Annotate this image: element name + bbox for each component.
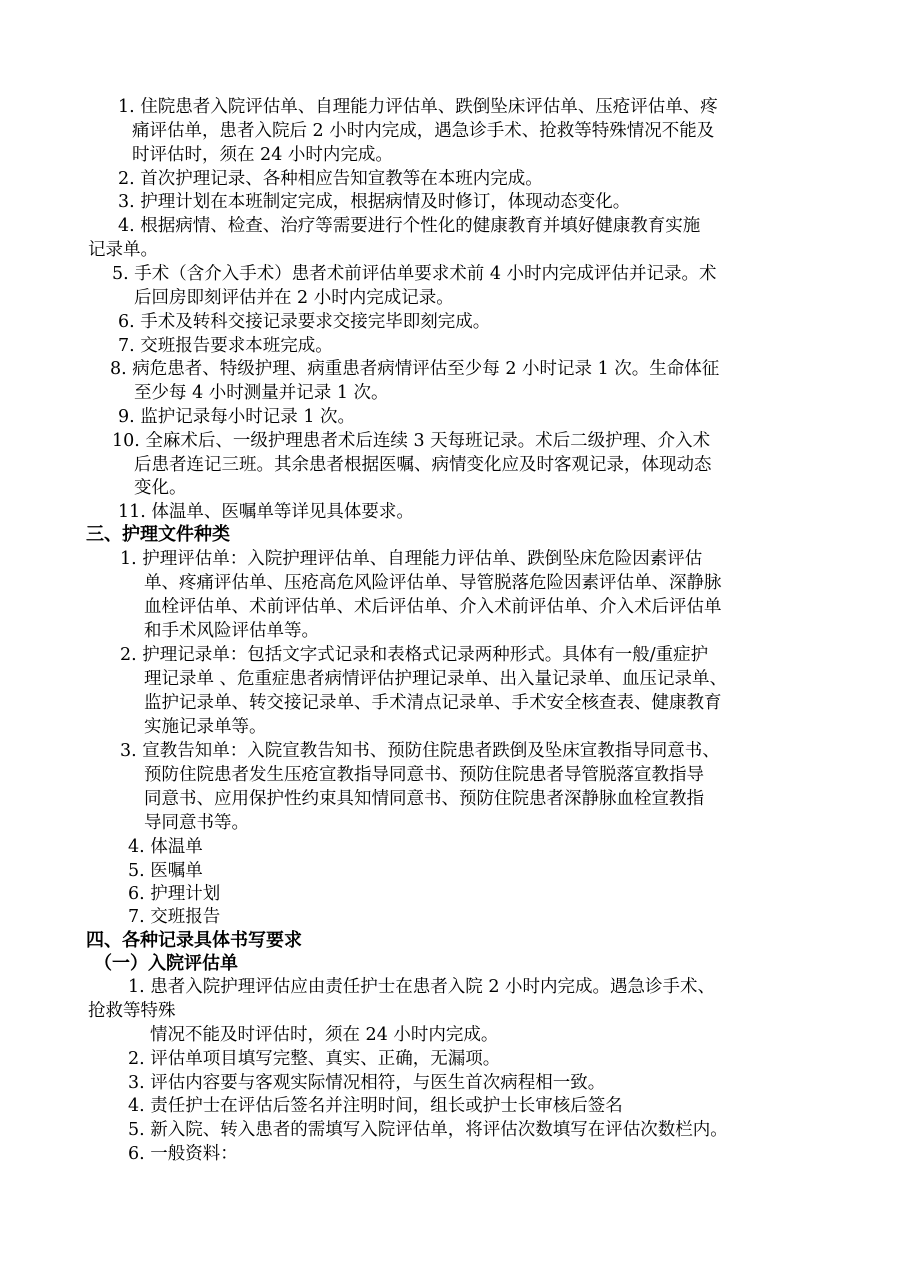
text-line: 2. 护理记录单：包括文字式记录和表格式记录两种形式。具体有一般/重症护 <box>120 645 709 665</box>
text-line: 记录单。 <box>88 240 158 260</box>
text-line: 后回房即刻评估并在 2 小时内完成记录。 <box>134 288 454 308</box>
text-line: 后患者连记三班。其余患者根据医嘱、病情变化应及时客观记录，体现动态 <box>134 455 712 475</box>
text-line: 5. 新入院、转入患者的需填写入院评估单，将评估次数填写在评估次数栏内。 <box>128 1120 728 1140</box>
text-line: 导同意书等。 <box>144 813 249 833</box>
text-line: 11. 体温单、医嘱单等详见具体要求。 <box>118 502 414 522</box>
text-line: 2. 首次护理记录、各种相应告知宣教等在本班内完成。 <box>118 169 543 189</box>
text-line: 1. 护理评估单：入院护理评估单、自理能力评估单、跌倒坠床危险因素评估 <box>120 549 703 569</box>
text-line: 3. 护理计划在本班制定完成，根据病情及时修订，体现动态变化。 <box>118 192 631 212</box>
text-line: 痛评估单，患者入院后 2 小时内完成，遇急诊手术、抢救等特殊情况不能及 <box>132 121 715 141</box>
text-line: 6. 一般资料： <box>128 1144 238 1164</box>
text-line: 3. 评估内容要与客观实际情况相符，与医生首次病程相一致。 <box>128 1073 606 1093</box>
text-line: 4. 根据病情、检查、治疗等需要进行个性化的健康教育并填好健康教育实施 <box>118 216 701 236</box>
text-line: 预防住院患者发生压疮宣教指导同意书、预防住院患者导管脱落宣教指导 <box>144 765 704 785</box>
text-line: 7. 交班报告 <box>128 907 221 927</box>
text-line: 5. 手术（含介入手术）患者术前评估单要求术前 4 小时内完成评估并记录。术 <box>112 264 717 284</box>
text-line: 变化。 <box>134 478 187 498</box>
text-line: 1. 住院患者入院评估单、自理能力评估单、跌倒坠床评估单、压疮评估单、疼 <box>118 97 718 117</box>
text-line: 10. 全麻术后、一级护理患者术后连续 3 天每班记录。术后二级护理、介入术 <box>112 431 711 451</box>
subsection-heading: （一）入院评估单 <box>94 953 238 974</box>
text-line: 6. 护理计划 <box>128 884 221 904</box>
text-line: 2. 评估单项目填写完整、真实、正确，无漏项。 <box>128 1049 501 1069</box>
text-line: 4. 体温单 <box>128 837 203 857</box>
text-line: 7. 交班报告要求本班完成。 <box>118 336 333 356</box>
text-line: 时评估时，须在 24 小时内完成。 <box>132 145 393 165</box>
text-line: 至少每 4 小时测量并记录 1 次。 <box>134 383 389 403</box>
text-line: 理记录单 、危重症患者病情评估护理记录单、出入量记录单、血压记录单、 <box>144 669 728 689</box>
text-line: 5. 医嘱单 <box>128 861 203 881</box>
text-line: 1. 患者入院护理评估应由责任护士在患者入院 2 小时内完成。遇急诊手术、 <box>128 977 716 997</box>
section-heading: 三、护理文件种类 <box>86 524 230 545</box>
text-line: 实施记录单等。 <box>144 717 267 737</box>
text-line: 血栓评估单、术前评估单、术后评估单、介入术前评估单、介入术后评估单 <box>144 597 722 617</box>
text-line: 抢救等特殊 <box>88 1001 176 1021</box>
text-line: 3. 宣教告知单：入院宣教告知书、预防住院患者跌倒及坠床宣教指导同意书、 <box>120 741 720 761</box>
text-line: 单、疼痛评估单、压疮高危风险评估单、导管脱落危险因素评估单、深静脉 <box>144 573 722 593</box>
text-line: 情况不能及时评估时，须在 24 小时内完成。 <box>150 1025 499 1045</box>
text-line: 和手术风险评估单等。 <box>144 621 319 641</box>
text-line: 8. 病危患者、特级护理、病重患者病情评估至少每 2 小时记录 1 次。生命体征 <box>110 359 720 379</box>
text-line: 9. 监护记录每小时记录 1 次。 <box>118 407 356 427</box>
text-line: 同意书、应用保护性约束具知情同意书、预防住院患者深静脉血栓宣教指 <box>144 789 704 809</box>
section-heading: 四、各种记录具体书写要求 <box>86 930 302 951</box>
text-line: 监护记录单、转交接记录单、手术清点记录单、手术安全核查表、健康教育 <box>144 693 722 713</box>
text-line: 4. 责任护士在评估后签名并注明时间，组长或护士长审核后签名 <box>128 1096 623 1116</box>
text-line: 6. 手术及转科交接记录要求交接完毕即刻完成。 <box>118 312 491 332</box>
